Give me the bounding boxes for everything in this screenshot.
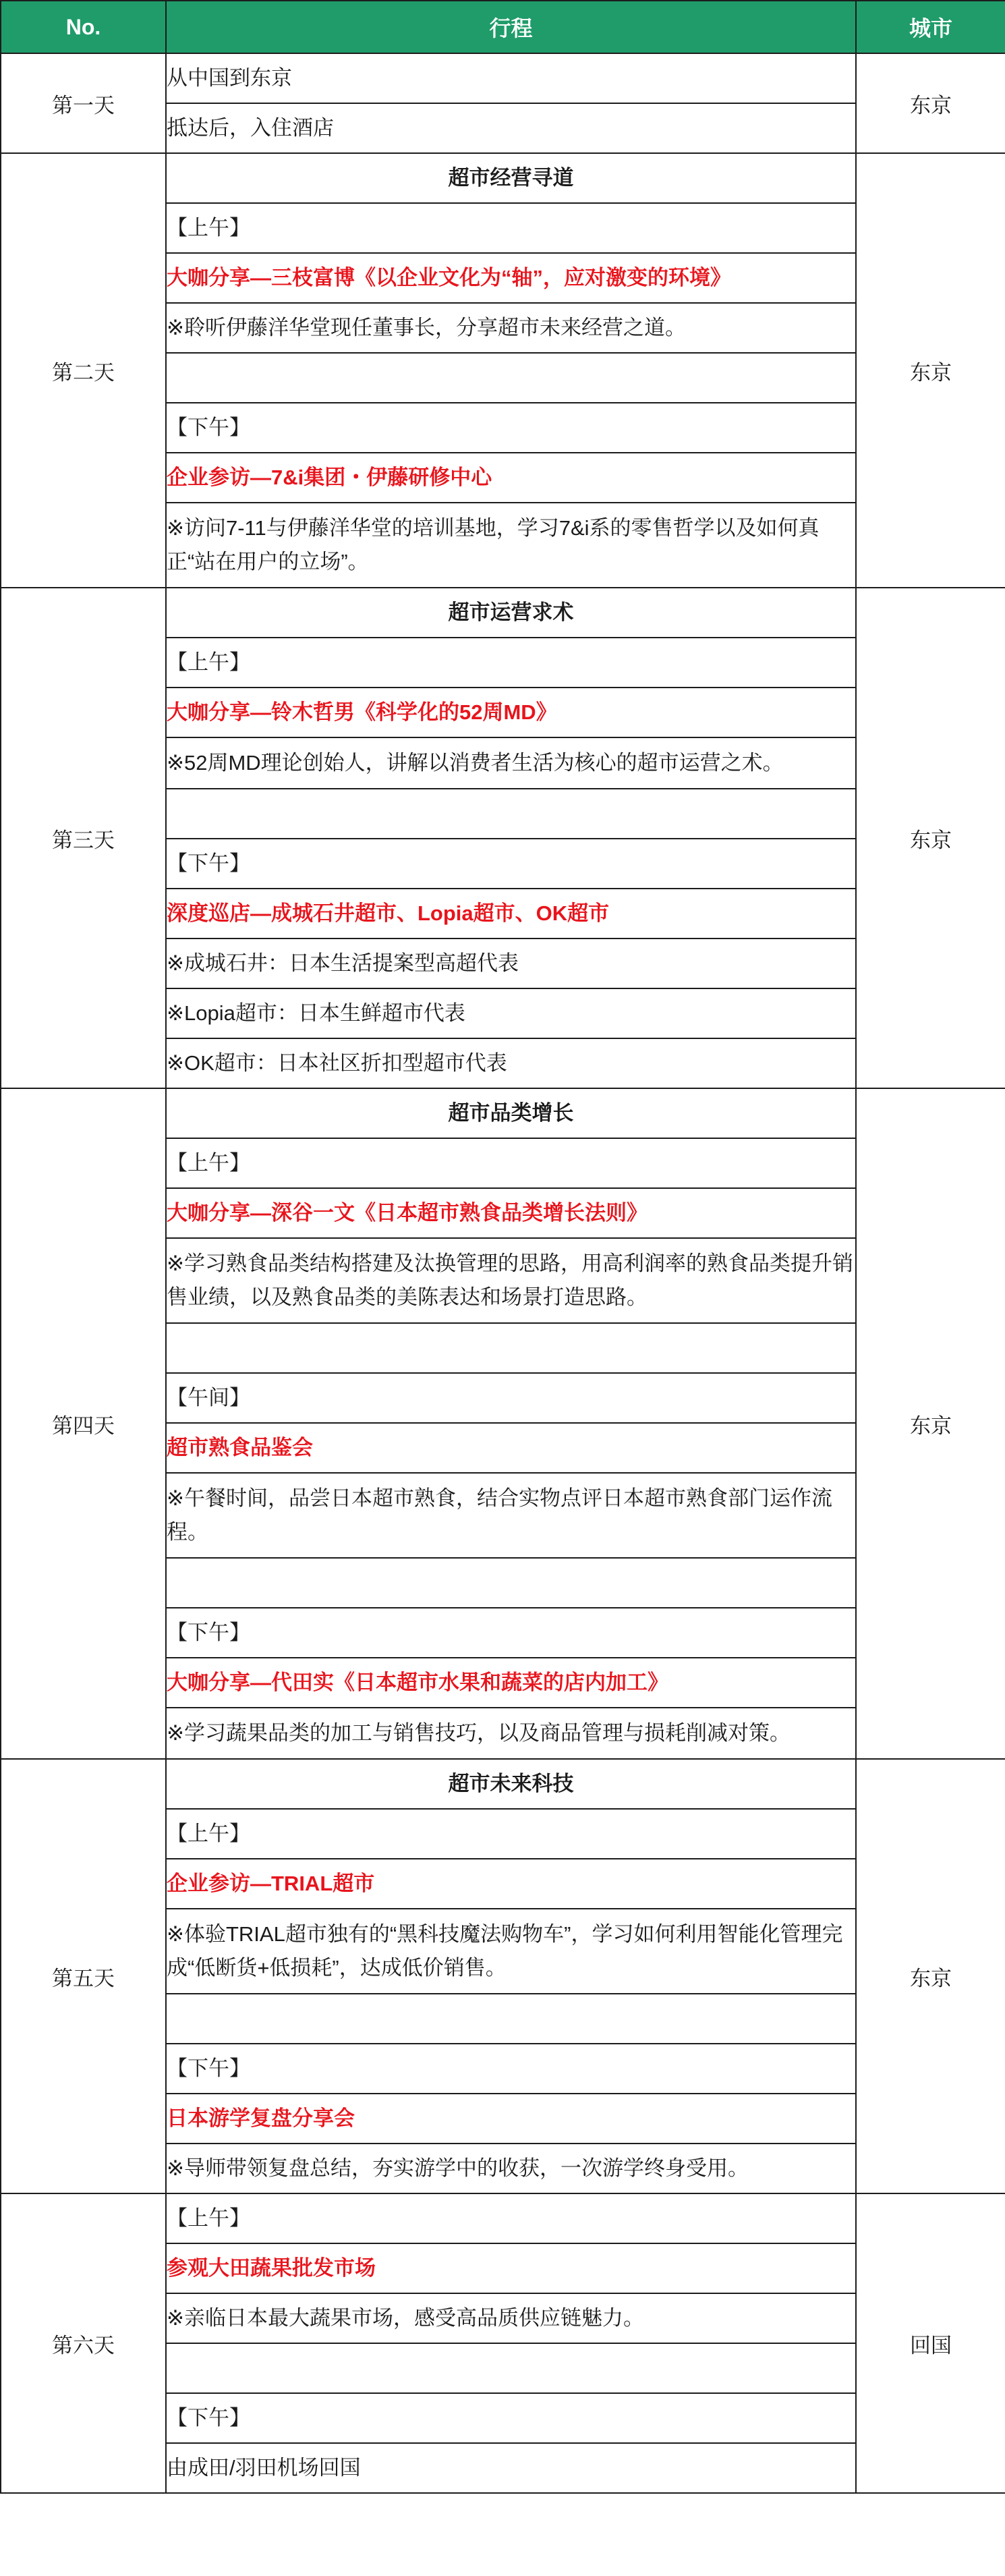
spacer-row xyxy=(166,1994,856,2044)
city-label: 回国 xyxy=(856,2193,1005,2493)
table-row xyxy=(1,588,1005,638)
header-itinerary: 行程 xyxy=(166,1,856,53)
itinerary-item: ※OK超市：日本社区折扣型超市代表 xyxy=(166,1038,856,1088)
spacer-row xyxy=(166,2343,856,2393)
header-city: 城市 xyxy=(856,1,1005,53)
activity-description: ※体验TRIAL超市独有的“黑科技魔法购物车”，学习如何利用智能化管理完成“低断货+低损耗”，达成低价销售。 xyxy=(166,1909,856,1994)
time-period-label: 【下午】 xyxy=(166,2044,856,2094)
time-period-label: 【下午】 xyxy=(166,403,856,453)
time-period-label: 【上午】 xyxy=(166,203,856,253)
highlight-activity: 深度巡店—成城石井超市、Lopia超市、OK超市 xyxy=(166,889,856,939)
activity-description: ※午餐时间，品尝日本超市熟食，结合实物点评日本超市熟食部门运作流程。 xyxy=(166,1473,856,1558)
itinerary-item: ※亲临日本最大蔬果市场，感受高品质供应链魅力。 xyxy=(166,2293,856,2343)
activity-description: ※52周MD理论创始人，讲解以消费者生活为核心的超市运营之术。 xyxy=(166,737,856,789)
table-row xyxy=(1,153,1005,203)
highlight-activity: 日本游学复盘分享会 xyxy=(166,2094,856,2144)
activity-description: ※学习蔬果品类的加工与销售技巧，以及商品管理与损耗削减对策。 xyxy=(166,1708,856,1759)
day-theme: 超市经营寻道 xyxy=(166,153,856,203)
day-label: 第六天 xyxy=(1,2193,166,2493)
spacer-row xyxy=(166,789,856,839)
day-theme: 超市未来科技 xyxy=(166,1759,856,1809)
time-period-label: 【下午】 xyxy=(166,1608,856,1658)
day-theme: 超市品类增长 xyxy=(166,1088,856,1138)
time-period-label: 【下午】 xyxy=(166,2393,856,2443)
city-label: 东京 xyxy=(856,588,1005,1088)
highlight-activity: 大咖分享—深谷一文《日本超市熟食品类增长法则》 xyxy=(166,1188,856,1238)
day-label: 第三天 xyxy=(1,588,166,1088)
day-theme: 超市运营求术 xyxy=(166,588,856,638)
city-label: 东京 xyxy=(856,53,1005,153)
highlight-activity: 大咖分享—三枝富博《以企业文化为“轴”，应对激变的环境》 xyxy=(166,253,856,303)
itinerary-item: 从中国到东京 xyxy=(166,53,856,103)
itinerary-item: ※成城石井：日本生活提案型高超代表 xyxy=(166,939,856,988)
city-label: 东京 xyxy=(856,153,1005,588)
highlight-activity: 企业参访—7&i集团・伊藤研修中心 xyxy=(166,453,856,503)
city-label: 东京 xyxy=(856,1088,1005,1759)
city-label: 东京 xyxy=(856,1759,1005,2193)
itinerary-item: 由成田/羽田机场回国 xyxy=(166,2443,856,2493)
header-no: No. xyxy=(1,1,166,53)
spacer-row xyxy=(166,1323,856,1373)
itinerary-body xyxy=(1,53,1005,2493)
day-label: 第五天 xyxy=(1,1759,166,2193)
day-label: 第一天 xyxy=(1,53,166,153)
time-period-label: 【上午】 xyxy=(166,1138,856,1188)
day-label: 第四天 xyxy=(1,1088,166,1759)
spacer-row xyxy=(166,353,856,403)
itinerary-item: 抵达后，入住酒店 xyxy=(166,103,856,153)
time-period-label: 【上午】 xyxy=(166,638,856,688)
itinerary-item: ※导师带领复盘总结，夯实游学中的收获，一次游学终身受用。 xyxy=(166,2144,856,2193)
time-period-label: 【下午】 xyxy=(166,839,856,889)
table-header-row xyxy=(1,1,1005,53)
activity-description: ※学习熟食品类结构搭建及汰换管理的思路，用高利润率的熟食品类提升销售业绩，以及熟食品类的美陈表达和场景打造思路。 xyxy=(166,1238,856,1323)
time-period-label: 【午间】 xyxy=(166,1373,856,1423)
spacer-row xyxy=(166,1558,856,1608)
time-period-label: 【上午】 xyxy=(166,2193,856,2243)
itinerary-item: ※聆听伊藤洋华堂现任董事长，分享超市未来经营之道。 xyxy=(166,303,856,353)
day-label: 第二天 xyxy=(1,153,166,588)
table-row xyxy=(1,1759,1005,1809)
highlight-activity: 超市熟食品鉴会 xyxy=(166,1423,856,1473)
activity-description: ※访问7-11与伊藤洋华堂的培训基地，学习7&i系的零售哲学以及如何真正“站在用户的立场”。 xyxy=(166,503,856,588)
highlight-activity: 参观大田蔬果批发市场 xyxy=(166,2243,856,2293)
time-period-label: 【上午】 xyxy=(166,1809,856,1859)
highlight-activity: 企业参访—TRIAL超市 xyxy=(166,1859,856,1909)
table-row xyxy=(1,2193,1005,2243)
highlight-activity: 大咖分享—代田实《日本超市水果和蔬菜的店内加工》 xyxy=(166,1658,856,1708)
highlight-activity: 大咖分享—铃木哲男《科学化的52周MD》 xyxy=(166,688,856,737)
table-row xyxy=(1,53,1005,103)
itinerary-item: ※Lopia超市：日本生鲜超市代表 xyxy=(166,988,856,1038)
table-row xyxy=(1,1088,1005,1138)
